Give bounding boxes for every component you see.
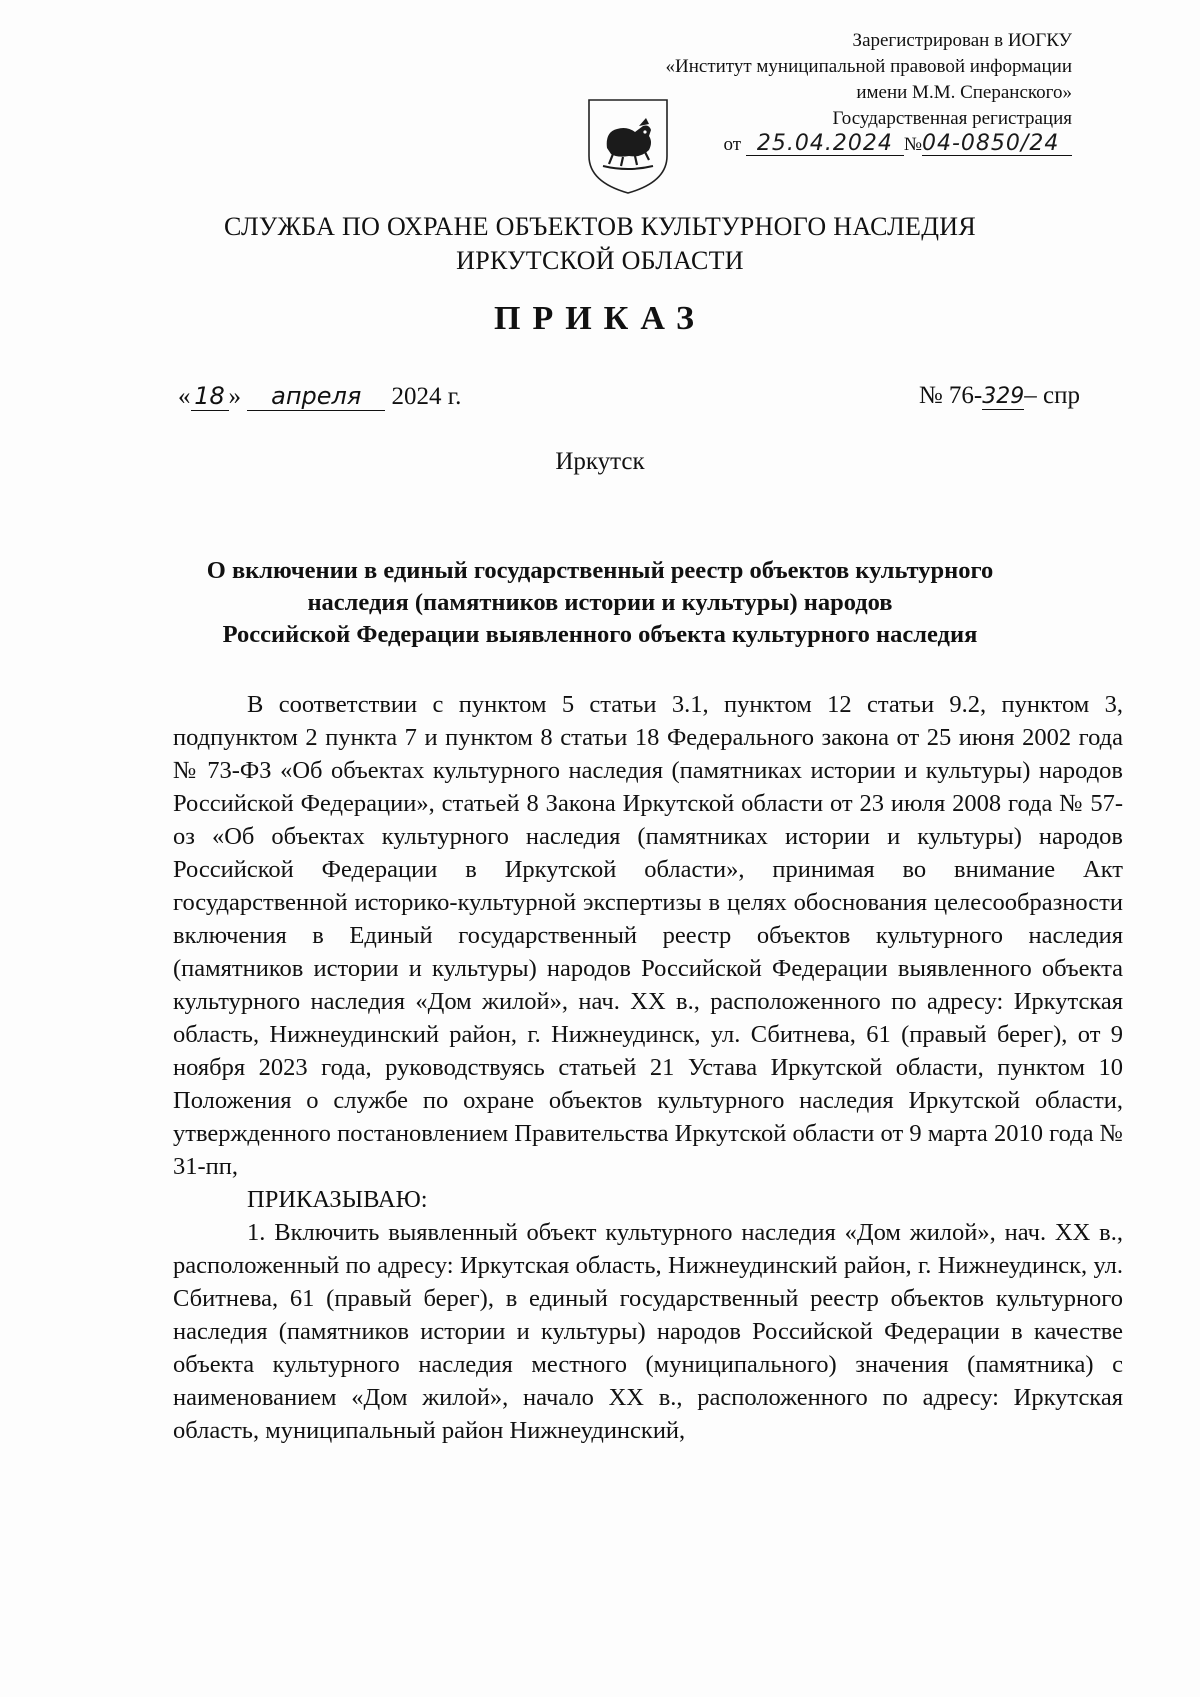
document-type: ПРИКАЗ	[494, 300, 706, 337]
registration-number-label: №	[903, 134, 922, 155]
registration-number: 04-0850/24	[922, 133, 1072, 156]
document-body	[173, 688, 1123, 1447]
date-day: 18	[191, 382, 229, 411]
registration-stamp	[472, 28, 1072, 158]
date-close-quote: »	[228, 383, 241, 410]
date-month: апреля	[247, 382, 385, 411]
order-number	[919, 382, 1080, 410]
preamble-paragraph: В соответствии с пунктом 5 статьи 3.1, пунктом 12 статьи 9.2, пунктом 3, подпунктом 2 пункта 7 и пунктом 8 статьи 18 Федерального закона от 25 июня 2002 года № 73-ФЗ «Об объектах культурного наследия (памятниках истории и культуры) народов Российской Федерации», статьей 8 Закона Иркутской области от 23 июля 2008 года № 57-оз «Об объектах культурного наследия (памятниках истории и культуры) народов Российской Федерации в Иркутской области», принимая во внимание Акт государственной историко-культурной экспертизы в целях обоснования целесообразности включения в Единый государственный реестр объектов культурного наследия (памятников истории и культуры) народов Российской Федерации выявленного объекта культурного наследия «Дом жилой», нач. XX в., расположенного по адресу: Иркутская область, Нижнеудинский район, г. Нижнеудинск, ул. Сбитнева, 61 (правый берег), от 9 ноября 2023 года, руководствуясь статьей 21 Устава Иркутской области, пунктом 10 Положения о службе по охране объектов культурного наследия Иркутской области, утвержденного постановлением Правительства Иркутской области от 9 марта 2010 года № 31-пп,	[173, 691, 1123, 1180]
order-item-1: 1. Включить выявленный объект культурного наследия «Дом жилой», нач. XX в., расположенный по адресу: Иркутская область, Нижнеудинский район, г. Нижнеудинск, ул. Сбитнева, 61 (правый берег), в единый государственный реестр объектов культурного наследия (памятников истории и культуры) народов Российской Федерации в качестве объекта культурного наследия местного (муниципального) значения (памятника) с наименованием «Дом жилой», начало XX в., расположенного по адресу: Иркутская область, муниципальный район Нижнеудинский,	[173, 1219, 1123, 1444]
title-line: наследия (памятников истории и культуры) народов	[307, 589, 893, 616]
registration-from-label: от	[723, 134, 742, 155]
registration-line: Зарегистрирован в ИОГКУ	[852, 30, 1072, 51]
registration-line: «Институт муниципальной правовой информации	[665, 56, 1072, 77]
registration-date: 25.04.2024	[746, 133, 904, 156]
document-title	[160, 555, 1040, 651]
order-date	[178, 382, 461, 411]
title-line: О включении в единый государственный реестр объектов культурного	[206, 557, 994, 584]
title-line: Российской Федерации выявленного объекта культурного наследия	[222, 621, 978, 648]
agency-line: ИРКУТСКОЙ ОБЛАСТИ	[456, 246, 744, 275]
order-number-value: 329	[982, 384, 1025, 409]
registration-date-line	[472, 132, 1072, 158]
city: Иркутск	[555, 448, 645, 475]
date-open-quote: «	[178, 383, 191, 410]
date-year: 2024 г.	[391, 383, 462, 410]
registration-line: Государственная регистрация	[832, 108, 1072, 129]
order-number-suffix: – спр	[1024, 382, 1080, 409]
coat-of-arms-icon	[583, 96, 673, 196]
order-word: ПРИКАЗЫВАЮ:	[247, 1186, 428, 1213]
agency-line: СЛУЖБА ПО ОХРАНЕ ОБЪЕКТОВ КУЛЬТУРНОГО НАСЛЕДИЯ	[224, 212, 976, 241]
agency-name	[0, 210, 1200, 278]
registration-line: имени М.М. Сперанского»	[856, 82, 1072, 103]
order-number-prefix: № 76-	[918, 382, 983, 409]
